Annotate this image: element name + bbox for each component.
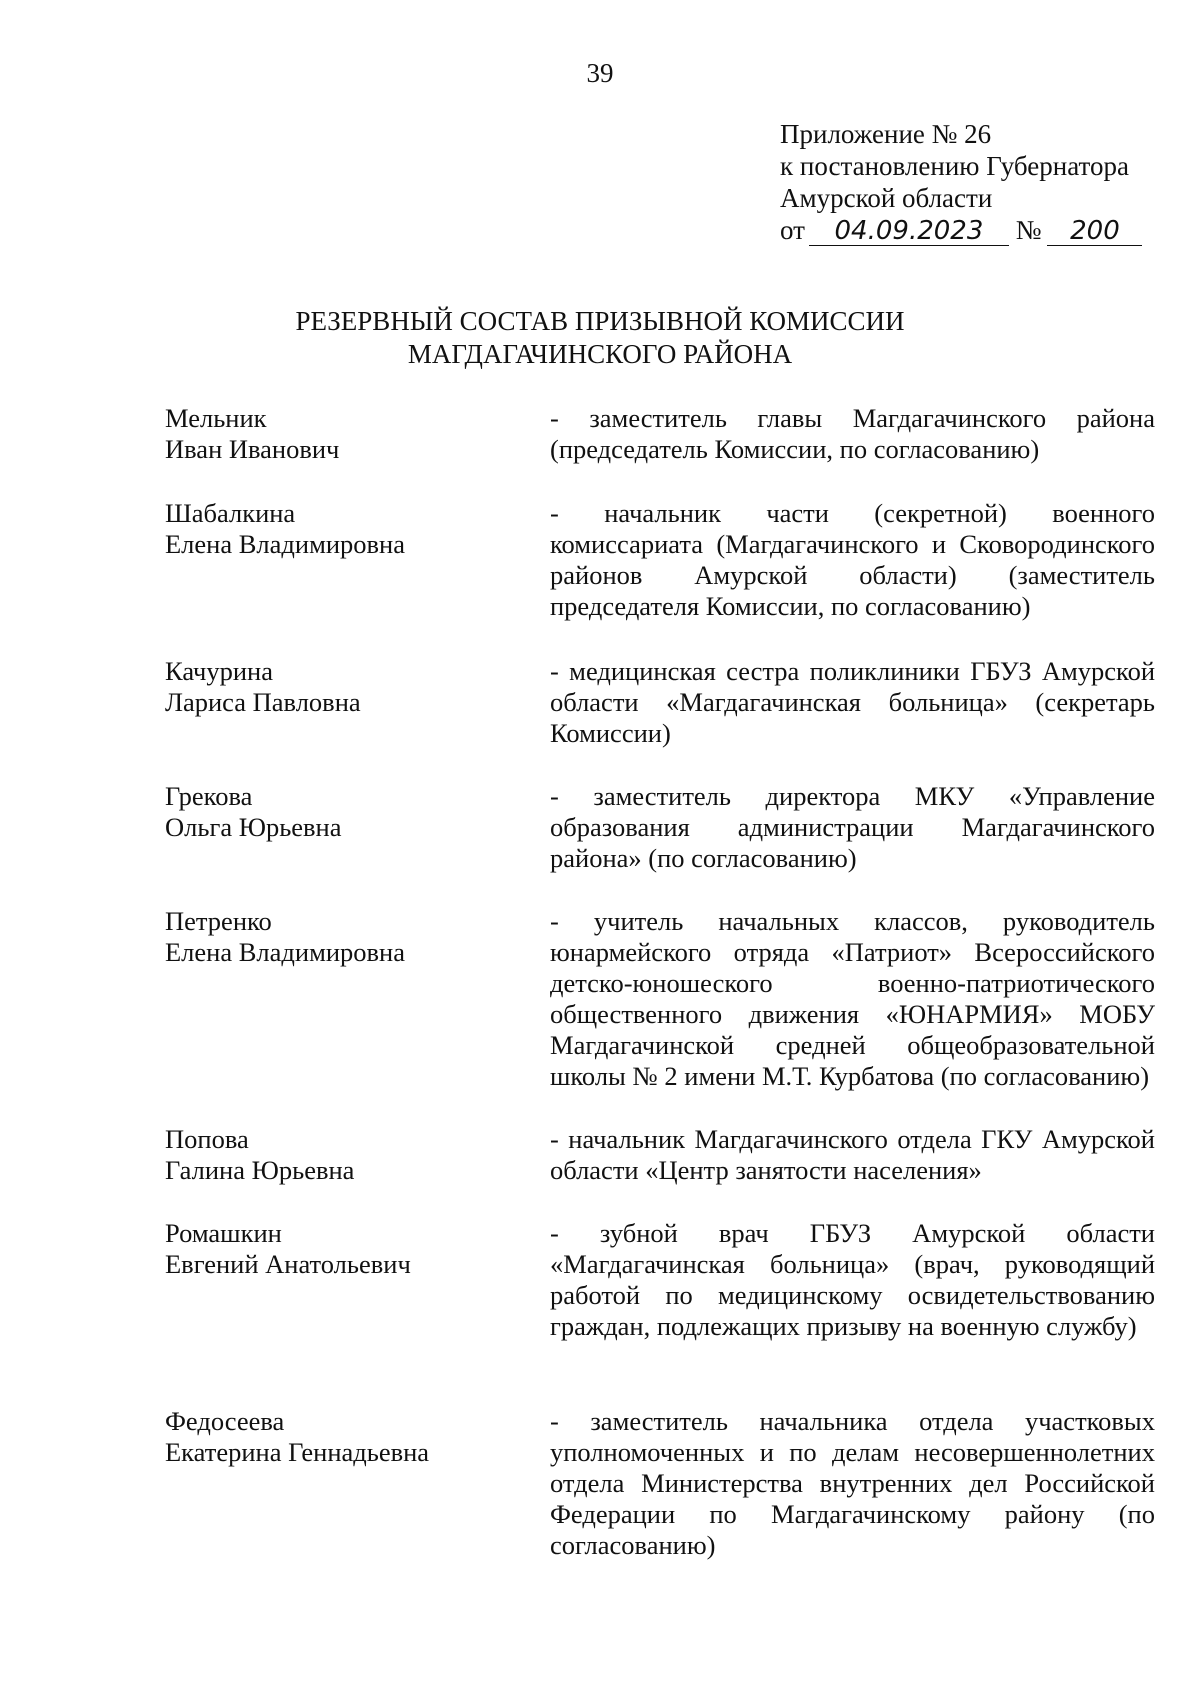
member-name: [165, 1124, 545, 1186]
member-role: - учитель начальных классов, руководитель юнармейского отряда «Патриот» Всероссийского детско-юношеского военно-патриотического общественного движения «ЮНАРМИЯ» МОБУ Магдагачинской средней общеобразовательной школы № 2 имени М.Т. Курбатова (по согласованию): [550, 906, 1155, 1091]
member-given-name: Лариса Павловна: [165, 687, 361, 717]
member-name: [165, 656, 545, 718]
handwritten-number: 200: [1047, 217, 1142, 246]
member-surname: Грекова: [165, 781, 253, 811]
document-title: [0, 305, 1200, 371]
member-surname: Шабалкина: [165, 498, 296, 528]
member-role: - заместитель директора МКУ «Управление образования администрации Магдагачинского района» (по согласованию): [550, 781, 1155, 873]
member-role: - зубной врач ГБУЗ Амурской области «Магдагачинская больница» (врач, руководящий работой по медицинскому освидетельствованию граждан, подлежащих призыву на военную службу): [550, 1218, 1155, 1341]
member-role: - заместитель начальника отдела участковых уполномоченных и по делам несовершеннолетних отдела Министерства внутренних дел Российской Федерации по Магдагачинскому району (по согласованию): [550, 1406, 1155, 1560]
member-name: [165, 1406, 545, 1468]
title-line-1: РЕЗЕРВНЫЙ СОСТАВ ПРИЗЫВНОЙ КОМИССИИ: [295, 306, 905, 336]
member-given-name: Евгений Анатольевич: [165, 1249, 411, 1279]
number-prefix: №: [1015, 215, 1042, 245]
member-role: - начальник части (секретной) военного комиссариата (Магдагачинского и Сковородинского районов Амурской области) (заместитель председателя Комиссии, по согласованию): [550, 498, 1155, 621]
member-surname: Мельник: [165, 403, 267, 433]
member-given-name: Елена Владимировна: [165, 529, 405, 559]
member-name: [165, 781, 545, 843]
member-name: [165, 498, 545, 560]
member-role: - заместитель главы Магдагачинского района (председатель Комиссии, по согласованию): [550, 403, 1155, 464]
member-surname: Ромашкин: [165, 1218, 282, 1248]
member-given-name: Галина Юрьевна: [165, 1155, 355, 1185]
member-given-name: Иван Иванович: [165, 434, 340, 464]
page-number: 39: [586, 58, 614, 88]
handwritten-date: 04.09.2023: [809, 217, 1009, 246]
member-given-name: Екатерина Геннадьевна: [165, 1437, 430, 1467]
member-name: [165, 1218, 545, 1280]
appendix-line-2: к постановлению Губернатора: [780, 151, 1129, 181]
member-name: [165, 403, 545, 465]
member-surname: Федосеева: [165, 1406, 285, 1436]
member-role: - начальник Магдагачинского отдела ГКУ Амурской области «Центр занятости населения»: [550, 1124, 1155, 1185]
appendix-date-line: [780, 214, 1160, 246]
member-given-name: Елена Владимировна: [165, 937, 405, 967]
date-prefix: от: [780, 215, 805, 245]
member-surname: Попова: [165, 1124, 249, 1154]
member-surname: Качурина: [165, 656, 273, 686]
appendix-block: [780, 118, 1160, 246]
member-surname: Петренко: [165, 906, 272, 936]
member-role: - медицинская сестра поликлиники ГБУЗ Амурской области «Магдагачинская больница» (секретарь Комиссии): [550, 656, 1155, 748]
title-line-2: МАГДАГАЧИНСКОГО РАЙОНА: [407, 339, 793, 369]
member-given-name: Ольга Юрьевна: [165, 812, 342, 842]
member-name: [165, 906, 545, 968]
appendix-line-1: Приложение № 26: [780, 119, 992, 149]
appendix-line-3: Амурской области: [780, 183, 993, 213]
